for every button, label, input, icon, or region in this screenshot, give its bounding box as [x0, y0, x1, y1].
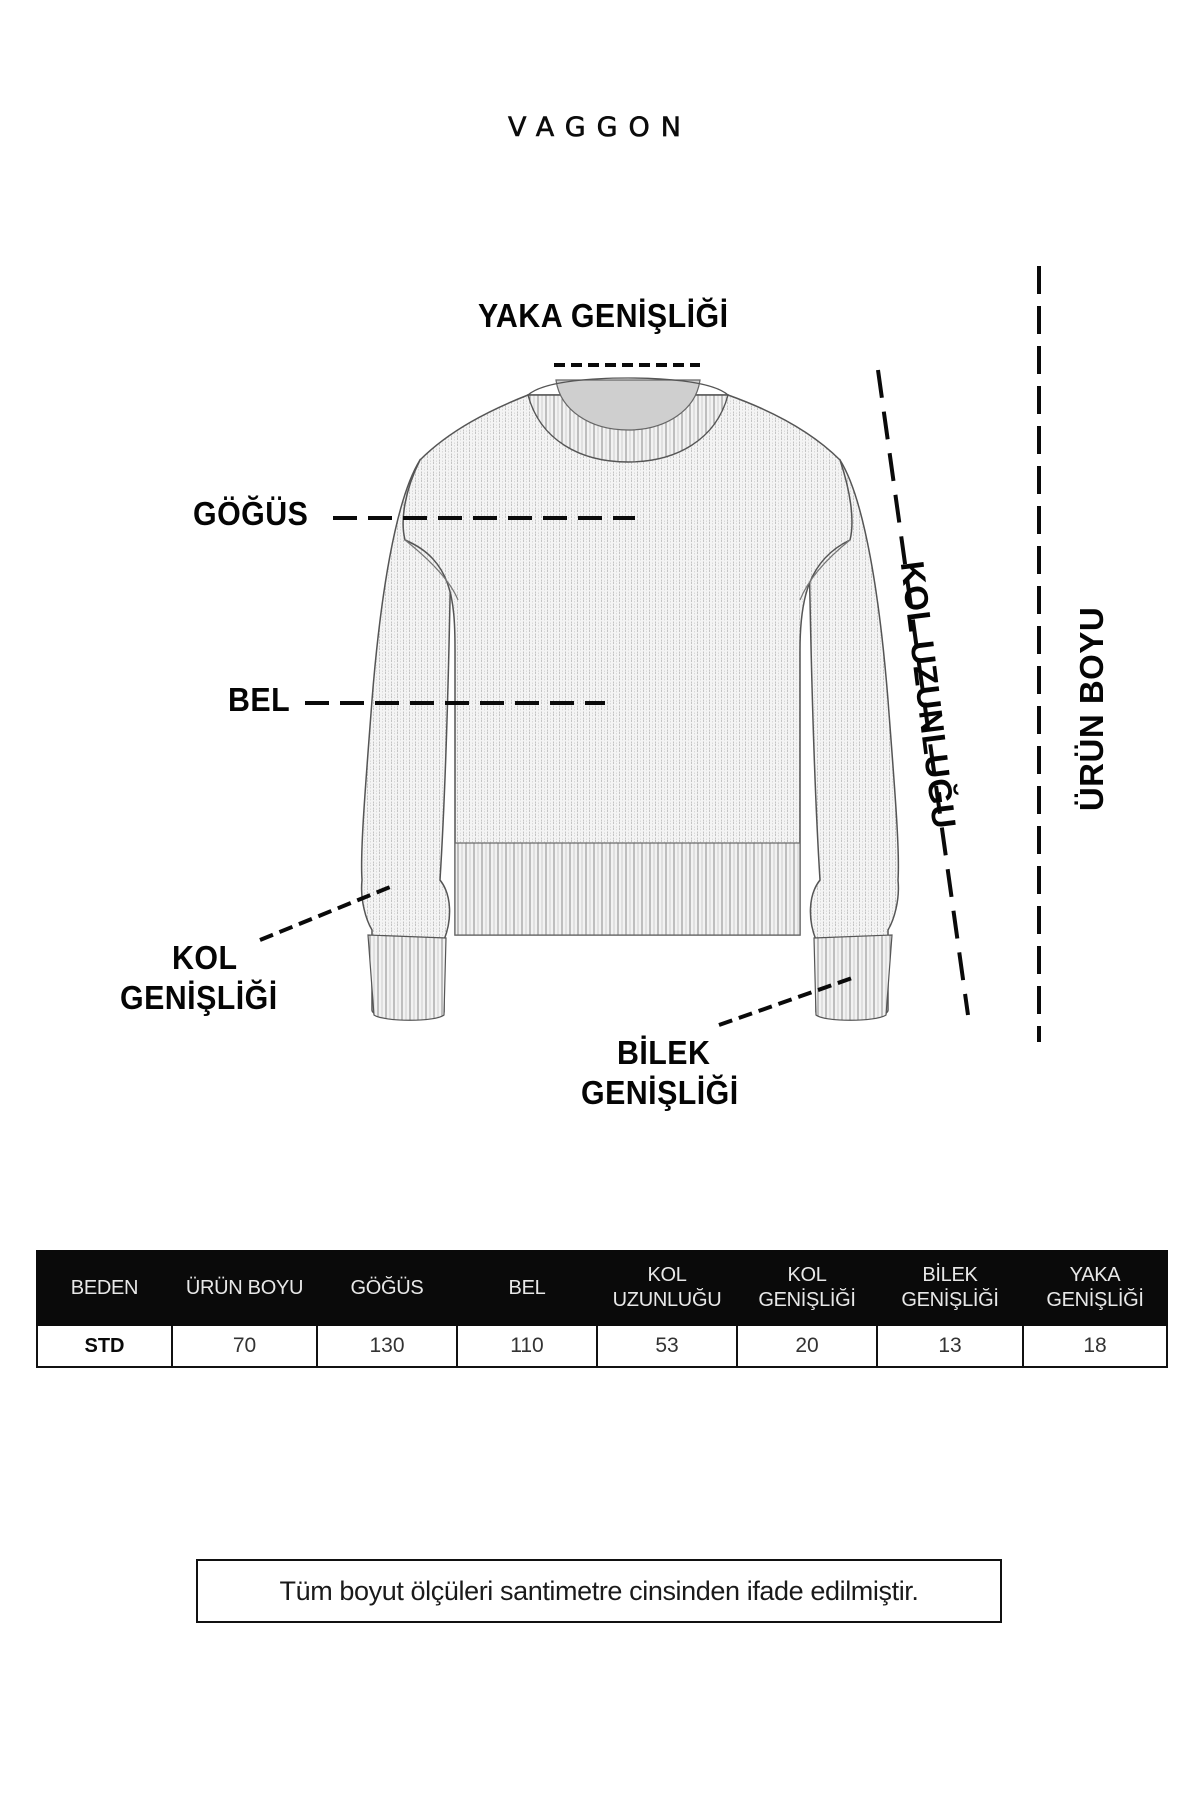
cell-neck-width: 18 [1023, 1325, 1167, 1367]
hem-ribbing [455, 843, 800, 935]
header-product-length: ÜRÜN BOYU [172, 1251, 317, 1325]
label-wrist-width-line1: BİLEK [617, 1034, 711, 1071]
size-table [36, 1250, 1168, 1368]
cell-product-length: 70 [172, 1325, 317, 1367]
label-sleeve-width-line1: KOL [172, 939, 238, 976]
header-chest: GÖĞÜS [317, 1251, 457, 1325]
header-wrist-width: BİLEK GENİŞLİĞİ [877, 1251, 1023, 1325]
cell-wrist-width: 13 [877, 1325, 1023, 1367]
label-waist: BEL [228, 681, 291, 718]
measurement-note-text: Tüm boyut ölçüleri santimetre cinsinden ifade edilmiştir. [279, 1575, 919, 1606]
header-waist: BEL [457, 1251, 597, 1325]
cell-sleeve-width: 20 [737, 1325, 877, 1367]
brand-logo: VAGGON [507, 112, 693, 143]
header-size: BEDEN [37, 1251, 172, 1325]
header-neck-width: YAKA GENİŞLİĞİ [1023, 1251, 1167, 1325]
label-wrist-width-line2: GENİŞLİĞİ [581, 1074, 739, 1111]
cell-sleeve-length: 53 [597, 1325, 737, 1367]
measurement-note [196, 1559, 1002, 1623]
header-sleeve-length: KOL UZUNLUĞU [597, 1251, 737, 1325]
label-product-length: ÜRÜN BOYU [1073, 606, 1110, 812]
table-row [37, 1325, 1167, 1367]
cell-chest: 130 [317, 1325, 457, 1367]
header-sleeve-width: KOL GENİŞLİĞİ [737, 1251, 877, 1325]
label-neck-width: YAKA GENİŞLİĞİ [478, 297, 729, 334]
table-header-row [37, 1251, 1167, 1325]
cell-size: STD [37, 1325, 172, 1367]
cell-waist: 110 [457, 1325, 597, 1367]
label-chest: GÖĞÜS [193, 495, 309, 532]
label-sleeve-length: KOL UZUNLUĞU [893, 559, 964, 831]
label-sleeve-width-line2: GENİŞLİĞİ [120, 979, 278, 1016]
